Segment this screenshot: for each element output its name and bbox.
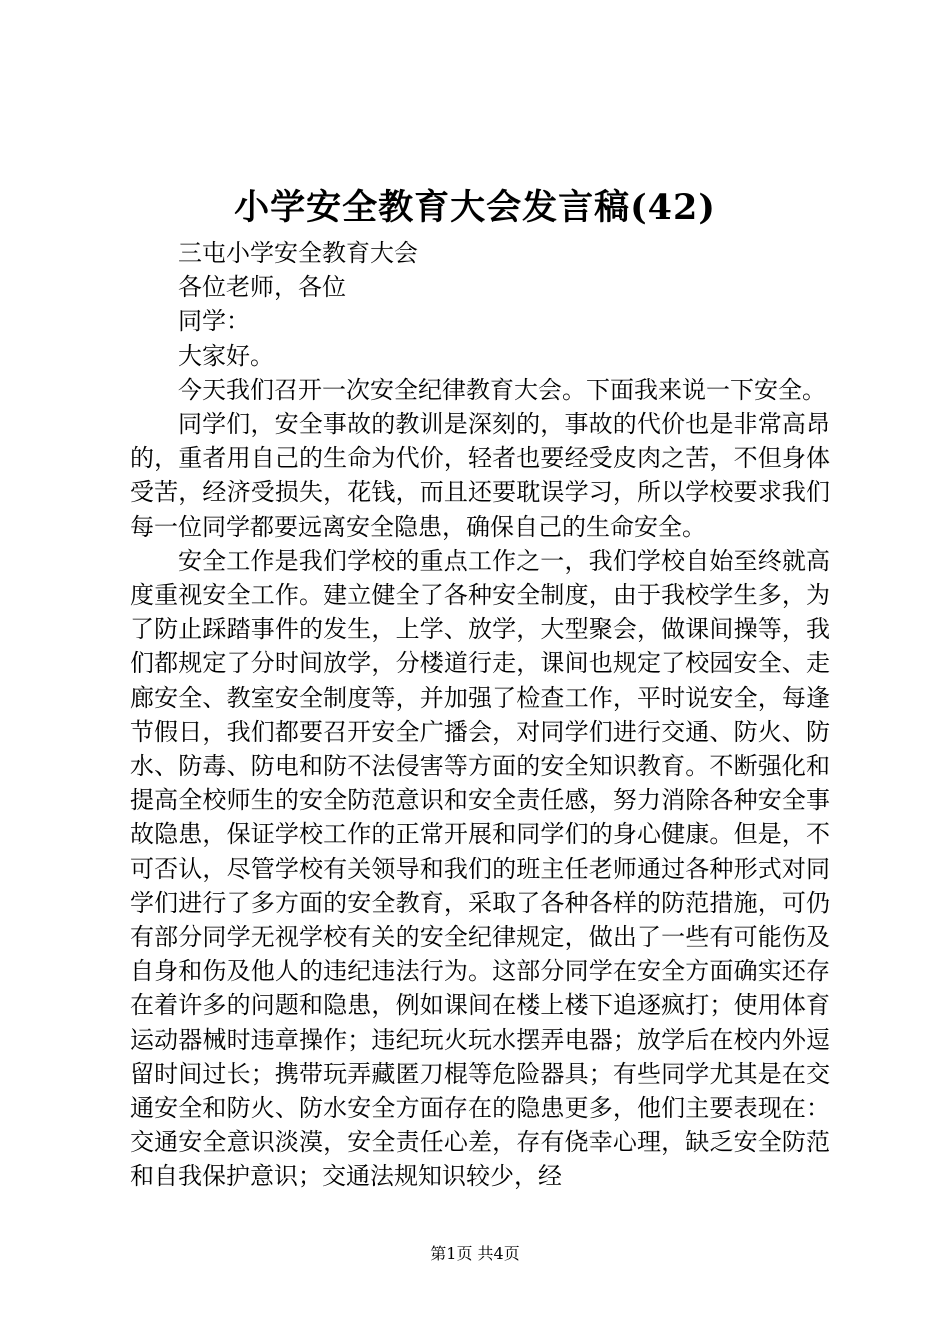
- paragraph-greeting-teachers: 各位老师，各位: [178, 273, 346, 302]
- document-body: [130, 236, 830, 1194]
- document-title: 小学安全教育大会发言稿(42): [234, 187, 716, 228]
- paragraph-greeting-students: 同学：: [178, 307, 250, 336]
- paragraph-lessons: 同学们，安全事故的教训是深刻的，事故的代价也是非常高昂的，重者用自己的生命为代价，轻者也要经受皮肉之苦，不但身体受苦，经济受损失，花钱，而且还要耽误学习，所以学校要求我们每一位同学都要远离安全隐患，确保自己的生命安全。: [130, 410, 830, 541]
- page-footer: 第1页 共4页: [430, 1244, 520, 1263]
- paragraph-intro: 今天我们召开一次安全纪律教育大会。下面我来说一下安全。: [178, 375, 826, 404]
- paragraph-hello: 大家好。: [178, 341, 274, 370]
- paragraph-safety-work: 安全工作是我们学校的重点工作之一，我们学校自始至终就高度重视安全工作。建立健全了各种安全制度，由于我校学生多，为了防止踩踏事件的发生，上学、放学，大型聚会，做课间操等，我们都规定了分时间放学，分楼道行走，课间也规定了校园安全、走廊安全、教室安全制度等，并加强了检查工作，平时说安全，每逢节假日，我们都要召开安全广播会，对同学们进行交通、防火、防水、防毒、防电和防不法侵害等方面的安全知识教育。不断强化和提高全校师生的安全防范意识和安全责任感，努力消除各种安全事故隐患，保证学校工作的正常开展和同学们的身心健康。但是，不可否认，尽管学校有关领导和我们的班主任老师通过各种形式对同学们进行了多方面的安全教育，采取了各种各样的防范措施，可仍有部分同学无视学校有关的安全纪律规定，做出了一些有可能伤及自身和伤及他人的违纪违法行为。这部分同学在安全方面确实还存在着许多的问题和隐患，例如课间在楼上楼下追逐疯打；使用体育运动器械时违章操作；违纪玩火玩水摆弄电器；放学后在校内外逗留时间过长；携带玩弄藏匿刀棍等危险器具；有些同学尤其是在交通安全和防火、防水安全方面存在的隐患更多，他们主要表现在：交通安全意识淡漠，安全责任心差，存有侥幸心理，缺乏安全防范和自我保护意识；交通法规知识较少，经: [130, 546, 830, 1191]
- paragraph-school-name: 三屯小学安全教育大会: [178, 239, 418, 267]
